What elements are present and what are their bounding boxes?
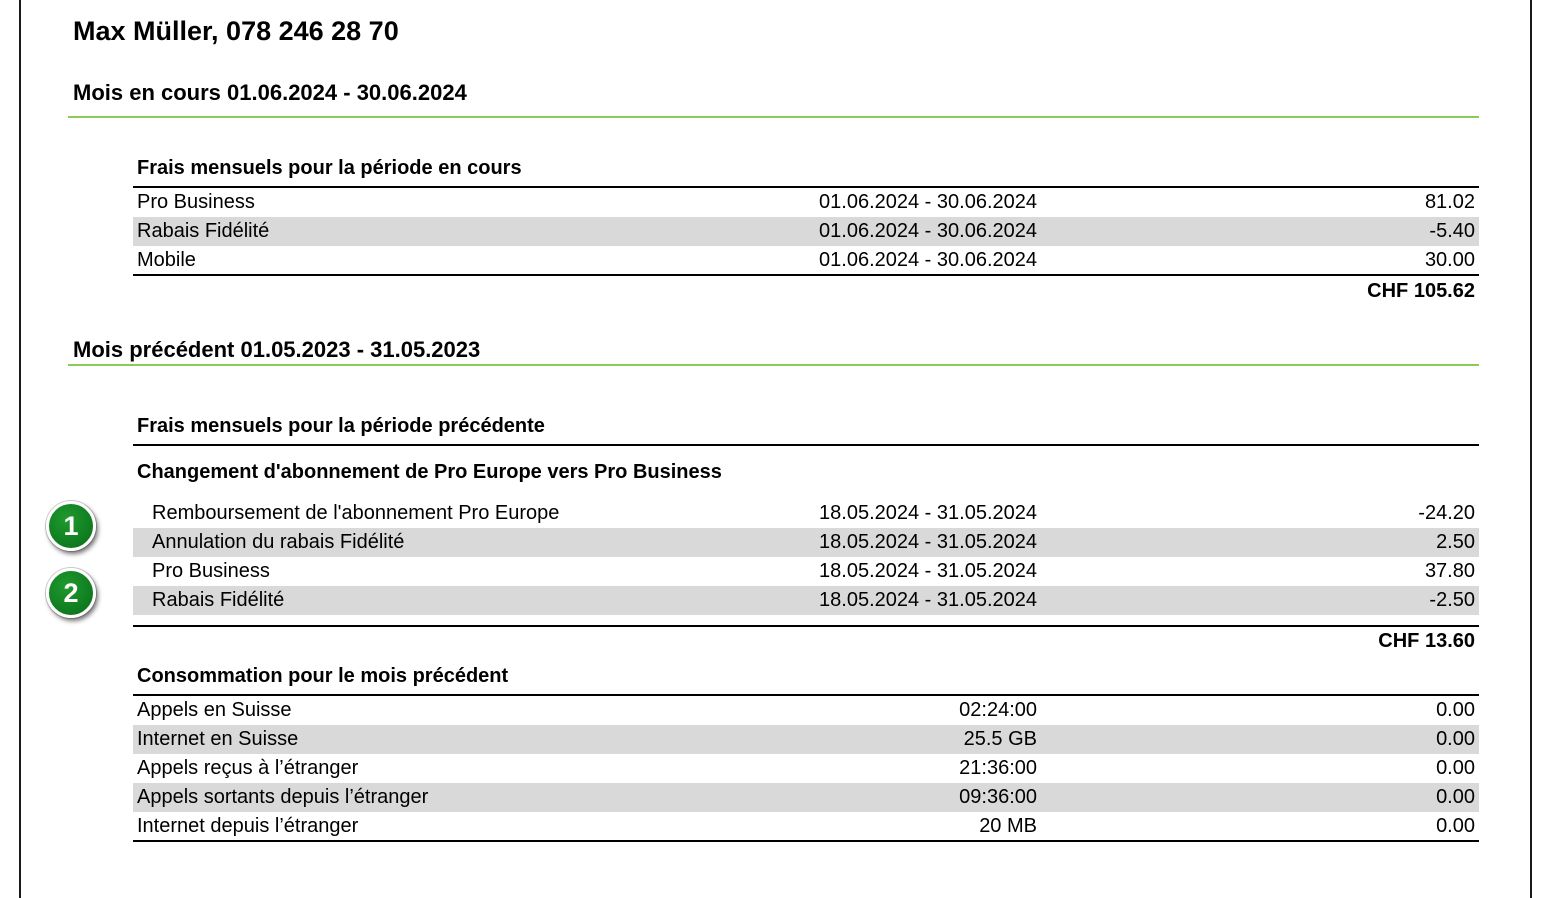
- previous-monthly-fees-title: Frais mensuels pour la période précédente: [137, 415, 545, 437]
- row-period: 18.05.2024 - 31.05.2024: [819, 560, 1037, 582]
- table-row: [133, 188, 1479, 217]
- row-amount: 37.80: [1424, 560, 1475, 582]
- row-amount: -5.40: [1429, 220, 1475, 242]
- table-row: [133, 754, 1479, 783]
- current-total: CHF 105.62: [1367, 280, 1475, 302]
- marker-badge-2: 2: [46, 568, 96, 618]
- current-fees-bottom-rule: [133, 274, 1479, 276]
- row-amount: 0.00: [1436, 757, 1475, 779]
- row-amount: -2.50: [1429, 589, 1475, 611]
- row-period: 01.06.2024 - 30.06.2024: [819, 249, 1037, 271]
- row-period: 18.05.2024 - 31.05.2024: [819, 502, 1037, 524]
- table-row: [133, 217, 1479, 246]
- table-row: [133, 586, 1479, 615]
- row-period: 01.06.2024 - 30.06.2024: [819, 191, 1037, 213]
- row-label: Pro Business: [137, 191, 255, 213]
- row-value: 09:36:00: [959, 786, 1037, 808]
- usage-title: Consommation pour le mois précédent: [137, 665, 509, 687]
- row-label: Mobile: [137, 249, 196, 271]
- row-label: Appels sortants depuis l’étranger: [137, 786, 429, 808]
- table-row: [133, 696, 1479, 725]
- usage-bottom-rule: [133, 840, 1479, 842]
- current-monthly-fees-title: Frais mensuels pour la période en cours: [137, 157, 522, 179]
- previous-fees-top-rule: [133, 444, 1479, 446]
- subscription-change-title: Changement d'abonnement de Pro Europe vers Pro Business: [137, 461, 722, 483]
- previous-fees-bottom-rule: [133, 625, 1479, 627]
- row-amount: 0.00: [1436, 815, 1475, 837]
- row-label: Pro Business: [152, 560, 270, 582]
- previous-total: CHF 13.60: [1378, 630, 1475, 652]
- row-label: Appels reçus à l’étranger: [137, 757, 359, 779]
- row-label: Internet en Suisse: [137, 728, 299, 750]
- row-amount: 2.50: [1436, 531, 1475, 553]
- row-label: Rabais Fidélité: [137, 220, 270, 242]
- table-row: [133, 812, 1479, 841]
- page-border-right: [1530, 0, 1532, 898]
- row-label: Appels en Suisse: [137, 699, 292, 721]
- table-row: [133, 528, 1479, 557]
- table-row: [133, 783, 1479, 812]
- current-month-divider: [68, 116, 1479, 118]
- row-period: 18.05.2024 - 31.05.2024: [819, 531, 1037, 553]
- row-amount: 0.00: [1436, 728, 1475, 750]
- row-amount: 0.00: [1436, 786, 1475, 808]
- row-amount: -24.20: [1418, 502, 1475, 524]
- row-label: Rabais Fidélité: [152, 589, 285, 611]
- table-row: [133, 725, 1479, 754]
- current-month-heading: Mois en cours 01.06.2024 - 30.06.2024: [73, 80, 467, 105]
- row-value: 21:36:00: [959, 757, 1037, 779]
- row-value: 25.5 GB: [963, 728, 1037, 750]
- marker-badge-1: 1: [46, 501, 96, 551]
- table-row: [133, 246, 1479, 275]
- previous-month-divider: [68, 364, 1479, 366]
- row-value: 20 MB: [979, 815, 1037, 837]
- row-amount: 30.00: [1424, 249, 1475, 271]
- row-label: Remboursement de l'abonnement Pro Europe: [152, 502, 560, 524]
- table-row: [133, 499, 1479, 528]
- customer-title: Max Müller, 078 246 28 70: [73, 16, 399, 46]
- page-border-left: [19, 0, 21, 898]
- row-amount: 0.00: [1436, 699, 1475, 721]
- row-label: Internet depuis l’étranger: [137, 815, 359, 837]
- row-value: 02:24:00: [959, 699, 1037, 721]
- row-period: 01.06.2024 - 30.06.2024: [819, 220, 1037, 242]
- table-row: [133, 557, 1479, 586]
- row-label: Annulation du rabais Fidélité: [152, 531, 405, 553]
- previous-month-heading: Mois précédent 01.05.2023 - 31.05.2023: [73, 337, 481, 362]
- row-period: 18.05.2024 - 31.05.2024: [819, 589, 1037, 611]
- row-amount: 81.02: [1424, 191, 1475, 213]
